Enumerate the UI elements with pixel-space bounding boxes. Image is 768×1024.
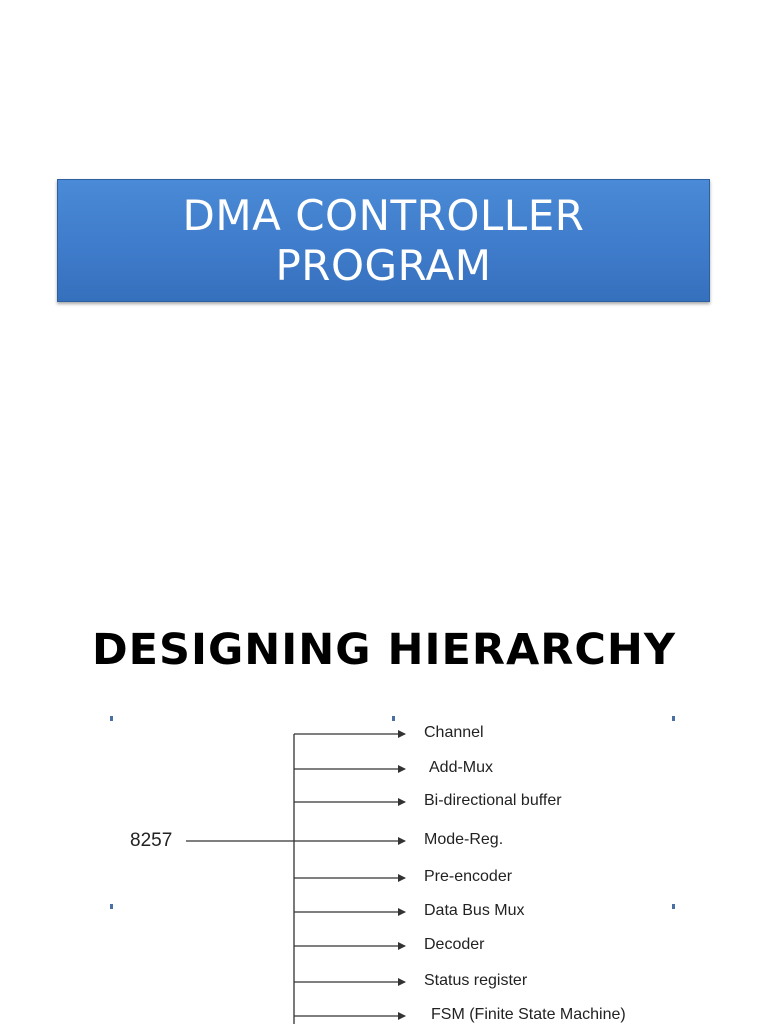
- module-label: Bi-directional buffer: [424, 792, 562, 809]
- title-line-2: PROGRAM: [275, 240, 492, 290]
- selection-handle-top-left: [110, 716, 113, 721]
- module-label: Data Bus Mux: [424, 902, 525, 919]
- selection-handle-mid-right: [672, 904, 675, 909]
- module-label: Mode-Reg.: [424, 831, 504, 848]
- module-label: Add-Mux: [429, 759, 494, 776]
- module-label: Channel: [424, 724, 484, 741]
- selection-handle-top-right: [672, 716, 675, 721]
- module-label: Decoder: [424, 936, 485, 953]
- module-label: FSM (Finite State Machine): [431, 1006, 626, 1023]
- module-label: Pre-encoder: [424, 868, 513, 885]
- source-label-8257: 8257: [130, 830, 173, 851]
- title-line-1: DMA CONTROLLER: [182, 190, 585, 240]
- hierarchy-diagram: [0, 700, 768, 1024]
- module-label: Status register: [424, 972, 528, 989]
- selection-handle-top-center: [392, 716, 395, 721]
- title-banner: [57, 179, 710, 302]
- hierarchy-connectors: [0, 700, 768, 1024]
- section-heading: DESIGNING HIERARCHY: [91, 625, 677, 675]
- selection-handle-mid-left: [110, 904, 113, 909]
